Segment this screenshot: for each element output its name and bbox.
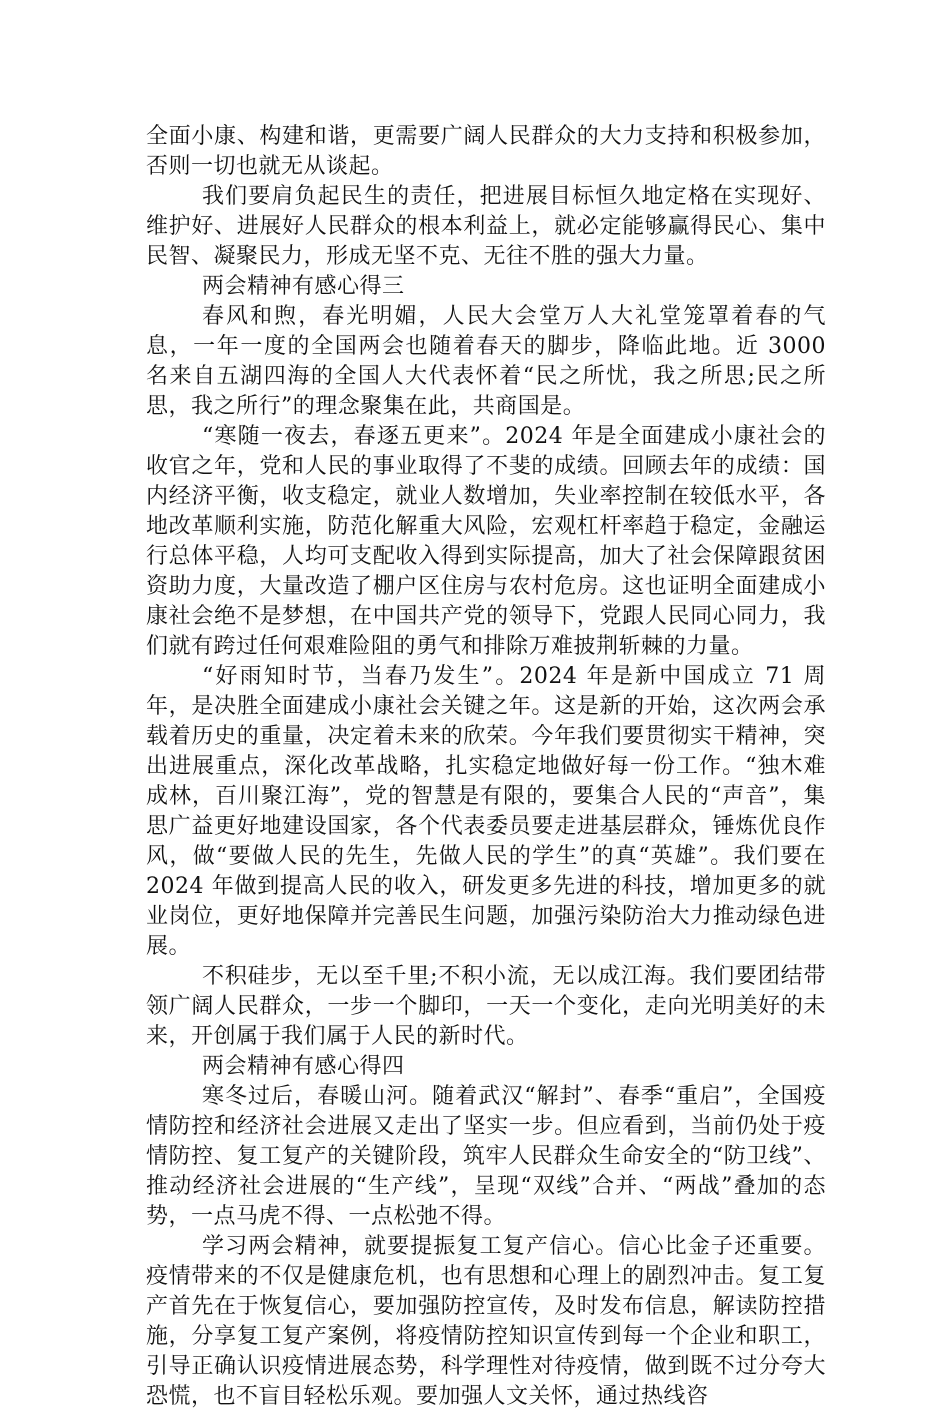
paragraph-5: “寒随一夜去，春逐五更来”。2024 年是全面建成小康社会的收官之年，党和人民的事业取得了不斐的成绩。回顾去年的成绩：国内经济平衡，收支稳定，就业人数增加，失业率控制在较低水平，各地改革顺利实施，防范化解重大风险，宏观杠杆率趋于稳定，金融运行总体平稳，人均可支配收入得到实际提高，加大了社会保障跟贫困资助力度，大量改造了棚户区住房与农村危房。这也证明全面建成小康社会绝不是梦想，在中国共产党的领导下，党跟人民同心同力，我们就有跨过任何艰难险阻的勇气和排除万难披荆斩棘的力量。: [146, 424, 826, 659]
document-body: [146, 122, 826, 1412]
paragraph-1: 全面小康、构建和谐，更需要广阔人民群众的大力支持和积极参加，否则一切也就无从谈起。: [146, 124, 826, 179]
paragraph-9: 寒冬过后，春暖山河。随着武汉“解封”、春季“重启”，全国疫情防控和经济社会进展又走出了坚实一步。但应看到，当前仍处于疫情防控、复工复产的关键阶段，筑牢人民群众生命安全的“防卫线”、推动经济社会进展的“生产线”，呈现“双线”合并、“两战”叠加的态势，一点马虎不得、一点松弛不得。: [146, 1084, 826, 1229]
paragraph-2: 我们要肩负起民生的责任，把进展目标恒久地定格在实现好、维护好、进展好人民群众的根本利益上，就必定能够赢得民心、集中民智、凝聚民力，形成无坚不克、无往不胜的强大力量。: [146, 184, 826, 269]
section-heading-4: 两会精神有感心得四: [202, 1054, 405, 1079]
paragraph-4: 春风和煦，春光明媚，人民大会堂万人大礼堂笼罩着春的气息，一年一度的全国两会也随着春天的脚步，降临此地。近 3000 名来自五湖四海的全国人大代表怀着“民之所忧，我之所思;民之所思，我之所行”的理念聚集在此，共商国是。: [146, 304, 826, 419]
paragraph-6: “好雨知时节，当春乃发生”。2024 年是新中国成立 71 周年，是决胜全面建成小康社会关键之年。这是新的开始，这次两会承载着历史的重量，决定着未来的欣荣。今年我们要贯彻实干精神，突出进展重点，深化改革战略，扎实稳定地做好每一份工作。“独木难成林，百川聚江海”，党的智慧是有限的，要集合人民的“声音”，集思广益更好地建设国家，各个代表委员要走进基层群众，锤炼优良作风，做“要做人民的先生，先做人民的学生”的真“英雄”。我们要在 2024 年做到提高人民的收入，研发更多先进的科技，增加更多的就业岗位，更好地保障并完善民生问题，加强污染防治大力推动绿色进展。: [146, 664, 826, 959]
section-heading-3: 两会精神有感心得三: [202, 274, 405, 299]
paragraph-7: 不积硅步，无以至千里;不积小流，无以成江海。我们要团结带领广阔人民群众，一步一个脚印，一天一个变化，走向光明美好的未来，开创属于我们属于人民的新时代。: [146, 964, 826, 1049]
paragraph-10: 学习两会精神，就要提振复工复产信心。信心比金子还重要。疫情带来的不仅是健康危机，也有思想和心理上的剧烈冲击。复工复产首先在于恢复信心，要加强防控宣传，及时发布信息，解读防控措施，分享复工复产案例，将疫情防控知识宣传到每一个企业和职工，引导正确认识疫情进展态势，科学理性对待疫情，做到既不过分夸大恐慌，也不盲目轻松乐观。要加强人文关怀，通过热线咨: [146, 1234, 826, 1409]
